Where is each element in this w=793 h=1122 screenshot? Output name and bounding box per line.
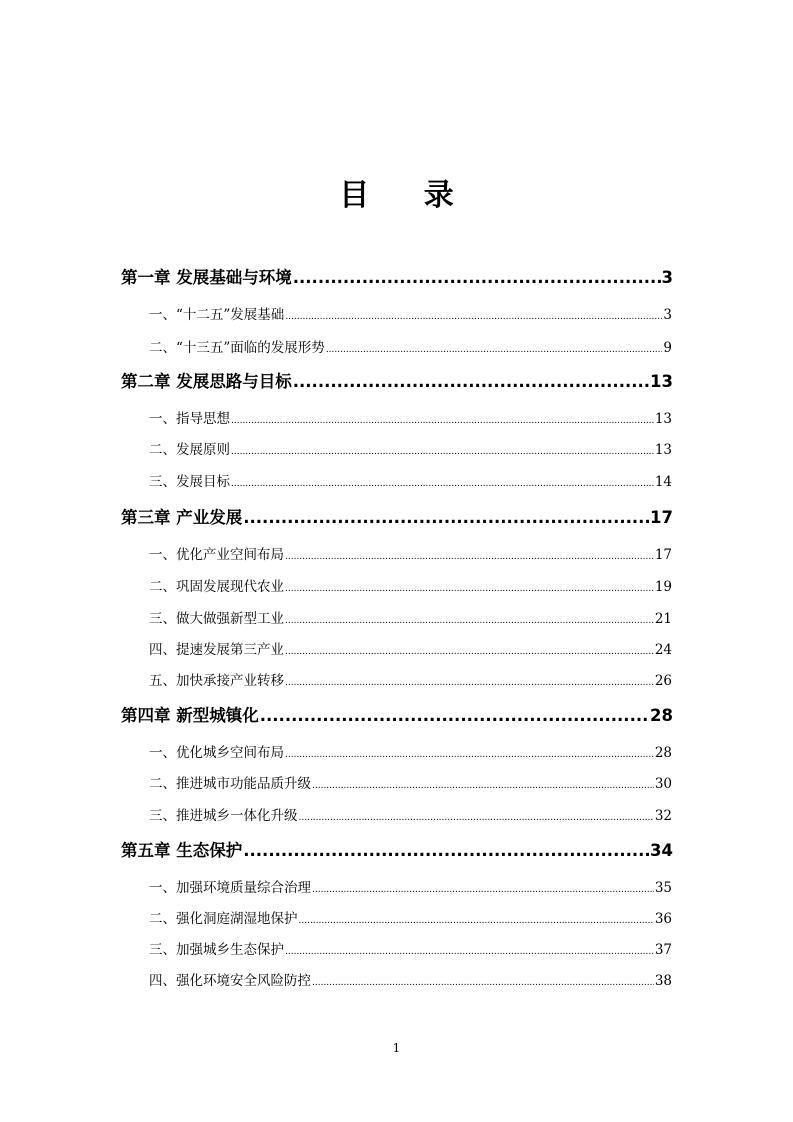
toc-label: 一、“十二五”发展基础: [149, 307, 285, 323]
toc-section[interactable]: [149, 440, 672, 462]
toc-section[interactable]: [149, 545, 672, 567]
toc-label: 第五章 生态保护: [121, 841, 243, 860]
toc-section[interactable]: [149, 472, 672, 494]
toc-section[interactable]: [149, 774, 672, 796]
toc-leader-dots: [326, 340, 663, 360]
toc-label: 二、推进城市功能品质升级: [149, 776, 311, 792]
toc-label: 一、优化城乡空间布局: [149, 745, 284, 761]
toc-page-number: 35: [654, 880, 672, 896]
toc-leader-dots: [293, 371, 649, 393]
toc-section[interactable]: [149, 338, 672, 360]
toc-leader-dots: [285, 579, 654, 599]
toc-section[interactable]: [149, 577, 672, 599]
toc-leader-dots: [243, 840, 649, 862]
toc-label: 四、强化环境安全风险防控: [149, 973, 311, 989]
toc-section[interactable]: [149, 878, 672, 900]
toc-page-number: 9: [663, 340, 672, 356]
toc-leader-dots: [243, 507, 649, 529]
toc-leader-dots: [293, 267, 661, 289]
toc-label: 一、加强环境质量综合治理: [149, 880, 311, 896]
toc-section[interactable]: [149, 640, 672, 662]
toc-section[interactable]: [149, 743, 672, 765]
toc-leader-dots: [260, 705, 649, 727]
toc-label: 四、提速发展第三产业: [149, 642, 284, 658]
toc-label: 二、强化洞庭湖湿地保护: [149, 911, 298, 927]
toc-chapter-4[interactable]: [121, 705, 673, 727]
toc-section[interactable]: [149, 671, 672, 693]
toc-section[interactable]: [149, 806, 672, 828]
toc-page-number: 13: [654, 442, 672, 458]
toc-leader-dots: [285, 745, 654, 765]
toc-page-number: 30: [654, 776, 672, 792]
toc-leader-dots: [299, 808, 654, 828]
toc-label: 二、“十三五”面临的发展形势: [149, 340, 325, 356]
toc-section[interactable]: [149, 909, 672, 931]
toc-page-number: 19: [654, 579, 672, 595]
toc-page-number: 28: [650, 706, 673, 725]
toc-chapter-5[interactable]: [121, 840, 673, 862]
toc-page-number: 26: [654, 673, 672, 689]
toc-label: 第四章 新型城镇化: [121, 706, 259, 725]
toc-label: 三、推进城乡一体化升级: [149, 808, 298, 824]
toc-page-number: 13: [650, 372, 673, 391]
toc-label: 二、发展原则: [149, 442, 230, 458]
toc-page-number: 34: [650, 841, 673, 860]
toc-leader-dots: [285, 611, 654, 631]
toc-section[interactable]: [149, 609, 672, 631]
toc-page-number: 32: [654, 808, 672, 824]
footer-page-number: 1: [392, 1041, 401, 1055]
toc-section[interactable]: [149, 305, 672, 327]
toc-page-number: 17: [654, 547, 672, 563]
toc-leader-dots: [312, 776, 654, 796]
toc-leader-dots: [299, 911, 654, 931]
toc-label: 一、指导思想: [149, 411, 230, 427]
toc-page-number: 37: [654, 942, 672, 958]
toc-page-number: 21: [654, 611, 672, 627]
toc-label: 三、发展目标: [149, 474, 230, 490]
toc-label: 三、做大做强新型工业: [149, 611, 284, 627]
toc-label: 第二章 发展思路与目标: [121, 372, 292, 391]
toc-leader-dots: [285, 673, 654, 693]
toc-label: 三、加强城乡生态保护: [149, 942, 284, 958]
toc-page-number: 17: [650, 508, 673, 527]
toc-page-number: 3: [661, 268, 673, 287]
toc-section[interactable]: [149, 409, 672, 431]
toc-leader-dots: [231, 411, 654, 431]
toc-leader-dots: [231, 442, 654, 462]
toc-leader-dots: [312, 973, 654, 993]
toc-leader-dots: [285, 642, 654, 662]
toc-page-number: 3: [663, 307, 672, 323]
toc-label: 第一章 发展基础与环境: [121, 268, 292, 287]
toc-label: 一、优化产业空间布局: [149, 547, 284, 563]
toc-section[interactable]: [149, 940, 672, 962]
toc-leader-dots: [231, 474, 654, 494]
toc-leader-dots: [285, 547, 654, 567]
toc-label: 五、加快承接产业转移: [149, 673, 284, 689]
toc-chapter-1[interactable]: [121, 267, 673, 289]
toc-chapter-2[interactable]: [121, 371, 673, 393]
toc-page-number: 38: [654, 973, 672, 989]
toc-leader-dots: [285, 307, 662, 327]
toc-page-number: 24: [654, 642, 672, 658]
toc-page-number: 36: [654, 911, 672, 927]
toc-page-number: 14: [654, 474, 672, 490]
toc-leader-dots: [285, 942, 654, 962]
page-title: 目 录: [339, 178, 476, 213]
toc-label: 第三章 产业发展: [121, 508, 243, 527]
toc-chapter-3[interactable]: [121, 507, 673, 529]
toc-leader-dots: [312, 880, 654, 900]
toc-page-number: 28: [654, 745, 672, 761]
toc-label: 二、巩固发展现代农业: [149, 579, 284, 595]
toc-section[interactable]: [149, 971, 672, 993]
toc-page-number: 13: [654, 411, 672, 427]
